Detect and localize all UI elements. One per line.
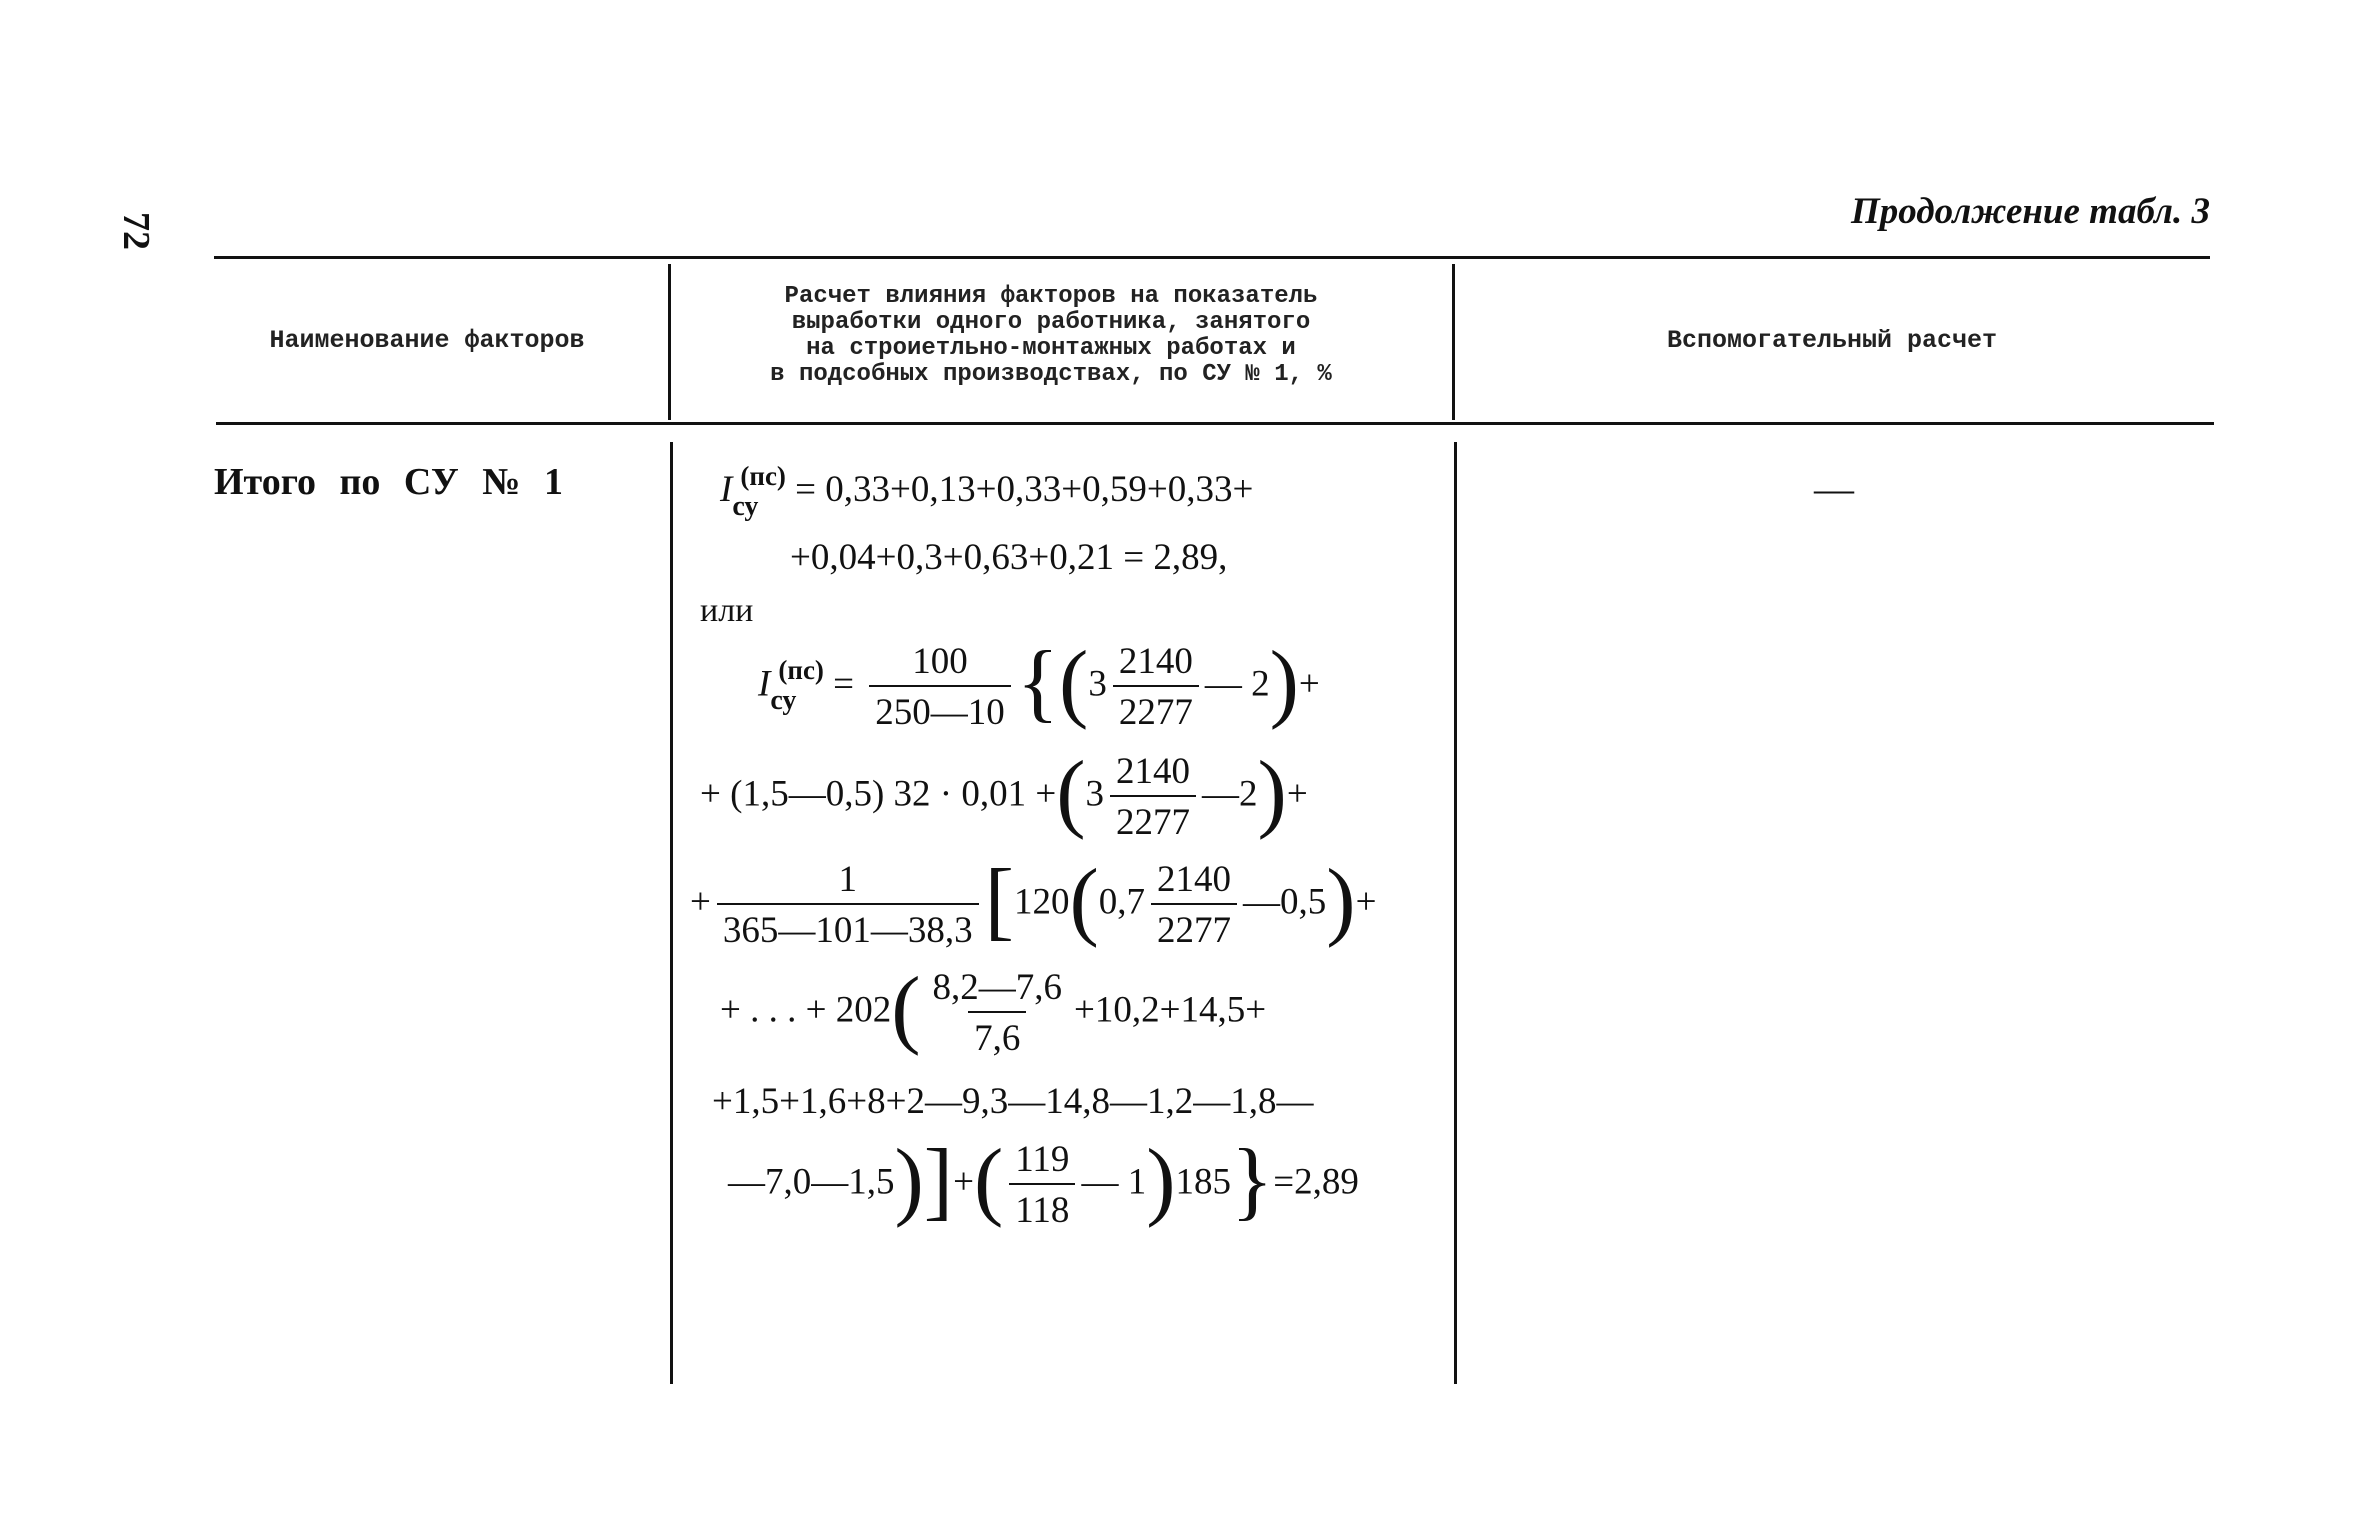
header-calculation [676,284,1426,388]
formula-superscript: (пс) [778,655,824,686]
result-value: =2,89 [1273,1161,1359,1203]
plus-sign: + [953,1161,974,1203]
formula-line-8 [728,1132,1359,1232]
plus-sign: + [1298,663,1320,705]
formula-sum-part: = 0,33+0,13+0,33+0,59+0,33+ [795,469,1254,510]
formula-line-7: +1,5+1,6+8+2—9,3—14,8—1,2—1,8— [712,1081,1314,1122]
fraction-8-2-minus-7-6: $\frac{8,2—7,6}{7,6}$ [932,967,1063,1059]
fraction-2140-2277: $\frac{2140}{2277}$ [1110,750,1196,844]
close-paren-bracket: )] [894,1132,954,1229]
column-divider-1-body [670,442,673,1384]
formula-superscript: (пс) [740,461,786,491]
coef-0-7: 0,7 [1098,881,1145,923]
column-divider-2-body [1454,442,1457,1384]
formula-term: + (1,5—0,5) 32 · 0,01 + [700,773,1057,815]
fraction-1-over-days: $\frac{1}{365—101—38,3}$ [717,858,979,952]
coef-3: 3 [1085,773,1105,815]
header-calculation-line: Расчет влияния факторов на показатель [784,283,1318,310]
plus-sign: + [690,881,711,923]
minus-2: — 2 [1204,663,1270,705]
plus-sign: + [1286,773,1308,815]
row-label-total: Итого по СУ № 1 [214,461,563,503]
coef-3: 3 [1088,663,1107,705]
table-continuation-caption: Продолжение табл. 3 [1851,191,2210,232]
minus-1: — 1 [1081,1161,1147,1203]
close-paren: ) [1146,1132,1176,1229]
table-top-rule [214,256,2210,259]
minus-2: —2 [1202,773,1258,815]
header-factor-names: Наименование факторов [269,326,585,355]
open-paren: ( [973,1132,1004,1229]
formula-line-3 [758,634,1320,734]
fraction-100-over-240: $\frac{100}{250—10}$ [869,640,1011,734]
header-calculation-line: на строиетльно-монтажных работах и [806,335,1296,362]
formula-symbol: I [758,663,771,705]
open-paren: ( [1069,852,1099,949]
open-paren: ( [891,960,921,1057]
formula-subscript: су [732,491,759,522]
fraction-2140-2277: $\frac{2140}{2277}$ [1151,858,1237,952]
open-paren: ( [1056,744,1086,841]
fraction-2140-2277: $\frac{2140}{2277}$ [1113,640,1199,734]
column-divider-1 [668,264,671,420]
header-auxiliary-calculation: Вспомогательный расчет [1666,326,1998,355]
formula-line-6 [720,960,1267,1060]
page-number: 72 [115,212,157,250]
formula-subscript: су [770,685,797,717]
formula-line-5 [690,852,1377,952]
coef-185: 185 [1175,1161,1231,1203]
close-brace: } [1231,1132,1274,1229]
formula-symbol: I [720,469,733,510]
fraction-119-118: $\frac{119}{118}$ [1009,1138,1075,1232]
header-calculation-line: в подсобных производствах, по СУ № 1, % [770,361,1332,388]
formula-term: —7,0—1,5 [728,1161,895,1203]
formula-term: +10,2+14,5+ [1074,989,1267,1031]
close-paren: ) [1326,852,1356,949]
column-divider-2 [1452,264,1455,420]
formula-equals: = [833,663,855,705]
formula-line-1 [720,461,1254,522]
open-brace: {( [1016,634,1089,731]
header-calculation-line: выработки одного работника, занятого [791,309,1311,336]
minus-0-5: —0,5 [1243,881,1327,923]
formula-line-4 [700,744,1308,844]
close-paren: ) [1257,744,1287,841]
formula-or-word: или [700,592,754,629]
table-header-rule [216,422,2214,425]
aux-value-dash: — [1814,466,1854,511]
coef-120: 120 [1013,881,1070,923]
plus-sign: + [1355,881,1377,923]
formula-term: + . . . + 202 [720,989,892,1031]
open-bracket: [ [984,852,1014,949]
formula-line-2: +0,04+0,3+0,63+0,21 = 2,89, [790,537,1228,578]
close-paren: ) [1269,634,1299,731]
